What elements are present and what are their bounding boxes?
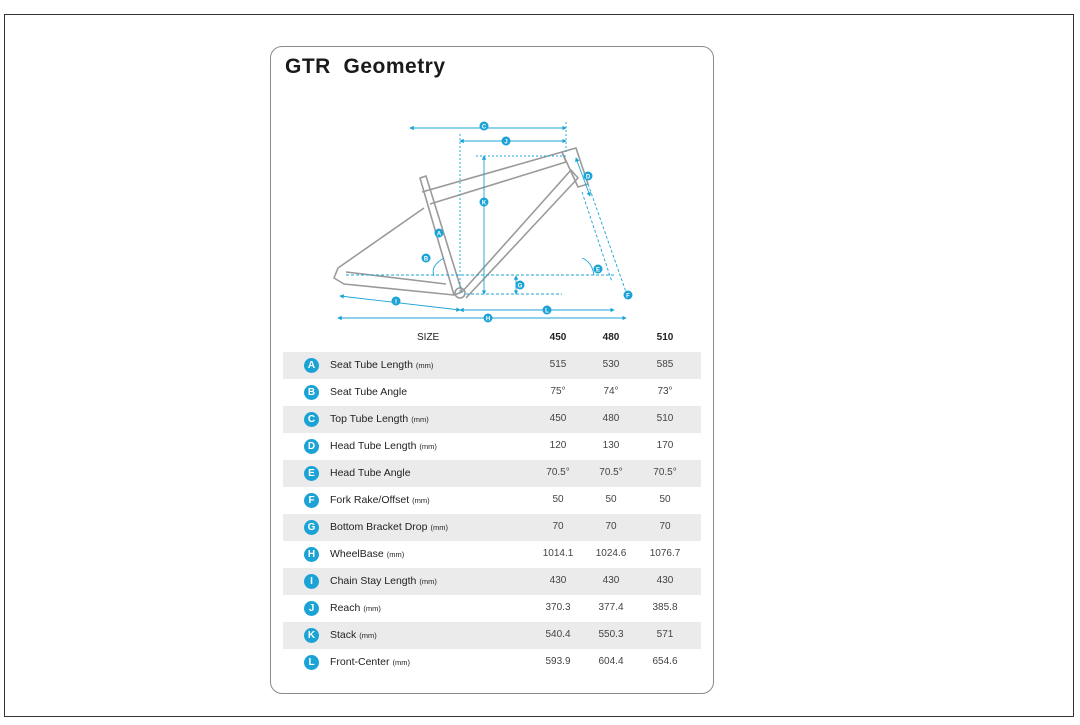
row-label: Fork Rake/Offset (mm): [330, 494, 430, 506]
letter-badge: G: [304, 520, 319, 535]
table-row: [283, 379, 701, 406]
value-cell: 430: [656, 575, 674, 586]
svg-text:E: E: [595, 267, 601, 274]
value-cell: 480: [602, 413, 620, 424]
row-label: Bottom Bracket Drop (mm): [330, 521, 448, 533]
dimension-bubble-l: [543, 306, 552, 315]
table-row: [283, 406, 701, 433]
value-cell: 70.5°: [599, 467, 623, 478]
value-cell: 654.6: [652, 656, 678, 667]
letter-badge: K: [304, 628, 319, 643]
size-header-480: 480: [602, 332, 620, 343]
row-label: Seat Tube Angle: [330, 386, 408, 398]
value-cell: 70.5°: [653, 467, 677, 478]
table-row: [283, 568, 701, 595]
value-cell: 370.3: [545, 602, 571, 613]
dimension-bubble-a: [435, 229, 444, 238]
dimension-bubble-c: [480, 122, 489, 131]
size-header-450: 450: [549, 332, 567, 343]
letter-badge: B: [304, 385, 319, 400]
svg-text:I: I: [395, 299, 397, 306]
value-cell: 1014.1: [542, 548, 574, 559]
value-cell: 70: [605, 521, 617, 532]
letter-badge: F: [304, 493, 319, 508]
svg-text:H: H: [485, 316, 491, 323]
value-cell: 50: [659, 494, 671, 505]
row-label: Front-Center (mm): [330, 656, 411, 668]
dimension-bubble-g: [516, 281, 525, 290]
row-label: Chain Stay Length (mm): [330, 575, 437, 587]
letter-badge: H: [304, 547, 319, 562]
value-cell: 585: [656, 359, 674, 370]
dimension-bubble-i: [392, 297, 401, 306]
table-row: [283, 460, 701, 487]
value-cell: 130: [602, 440, 620, 451]
value-cell: 74°: [603, 386, 619, 397]
value-cell: 450: [549, 413, 567, 424]
value-cell: 430: [602, 575, 620, 586]
letter-badge: E: [304, 466, 319, 481]
value-cell: 50: [552, 494, 564, 505]
svg-text:G: G: [517, 283, 523, 290]
table-row: [283, 622, 701, 649]
dimension-bubble-h: [484, 314, 493, 323]
dimension-bubble-f: [624, 291, 633, 300]
value-cell: 50: [605, 494, 617, 505]
dimension-bubble-e: [594, 265, 603, 274]
letter-badge: A: [304, 358, 319, 373]
dimension-bubble-d: [584, 172, 593, 181]
value-cell: 120: [549, 440, 567, 451]
dimension-bubble-b: [422, 254, 431, 263]
dimension-bubble-j: [502, 137, 511, 146]
value-cell: 510: [656, 413, 674, 424]
svg-text:B: B: [423, 256, 429, 263]
table-row: [283, 541, 701, 568]
dimension-bubble-k: [480, 198, 489, 207]
letter-badge: C: [304, 412, 319, 427]
letter-badge: I: [304, 574, 319, 589]
row-label: WheelBase (mm): [330, 548, 405, 560]
svg-text:C: C: [481, 124, 487, 131]
geometry-table: [283, 352, 701, 676]
value-cell: 515: [549, 359, 567, 370]
letter-badge: D: [304, 439, 319, 454]
letter-badge: J: [304, 601, 319, 616]
value-cell: 593.9: [545, 656, 571, 667]
value-cell: 70: [552, 521, 564, 532]
value-cell: 75°: [550, 386, 566, 397]
value-cell: 530: [602, 359, 620, 370]
svg-text:K: K: [481, 200, 487, 207]
table-row: [283, 433, 701, 460]
dimension-lines: [338, 122, 626, 318]
svg-text:J: J: [504, 139, 508, 146]
bike-frame: [334, 148, 588, 298]
value-cell: 571: [656, 629, 674, 640]
svg-text:D: D: [585, 174, 591, 181]
value-cell: 377.4: [598, 602, 624, 613]
row-label: Seat Tube Length (mm): [330, 359, 434, 371]
value-cell: 73°: [657, 386, 673, 397]
row-label: Reach (mm): [330, 602, 381, 614]
svg-text:F: F: [626, 293, 630, 300]
row-label: Top Tube Length (mm): [330, 413, 429, 425]
value-cell: 1024.6: [595, 548, 627, 559]
row-label: Head Tube Length (mm): [330, 440, 437, 452]
size-column-header: SIZE: [417, 332, 440, 343]
svg-text:A: A: [436, 231, 442, 238]
value-cell: 540.4: [545, 629, 571, 640]
value-cell: 70.5°: [546, 467, 570, 478]
table-row: [283, 649, 701, 676]
row-label: Stack (mm): [330, 629, 377, 641]
value-cell: 170: [656, 440, 674, 451]
value-cell: 385.8: [652, 602, 678, 613]
table-row: [283, 352, 701, 379]
table-row: [283, 514, 701, 541]
table-row: [283, 487, 701, 514]
value-cell: 70: [659, 521, 671, 532]
letter-badge: L: [304, 655, 319, 670]
svg-text:L: L: [545, 308, 549, 315]
size-header-510: 510: [656, 332, 674, 343]
table-row: [283, 595, 701, 622]
value-cell: 430: [549, 575, 567, 586]
value-cell: 550.3: [598, 629, 624, 640]
value-cell: 1076.7: [649, 548, 681, 559]
frame-geometry-diagram: [326, 112, 636, 324]
row-label: Head Tube Angle: [330, 467, 411, 479]
value-cell: 604.4: [598, 656, 624, 667]
page-title: GTR Geometry: [285, 55, 446, 78]
